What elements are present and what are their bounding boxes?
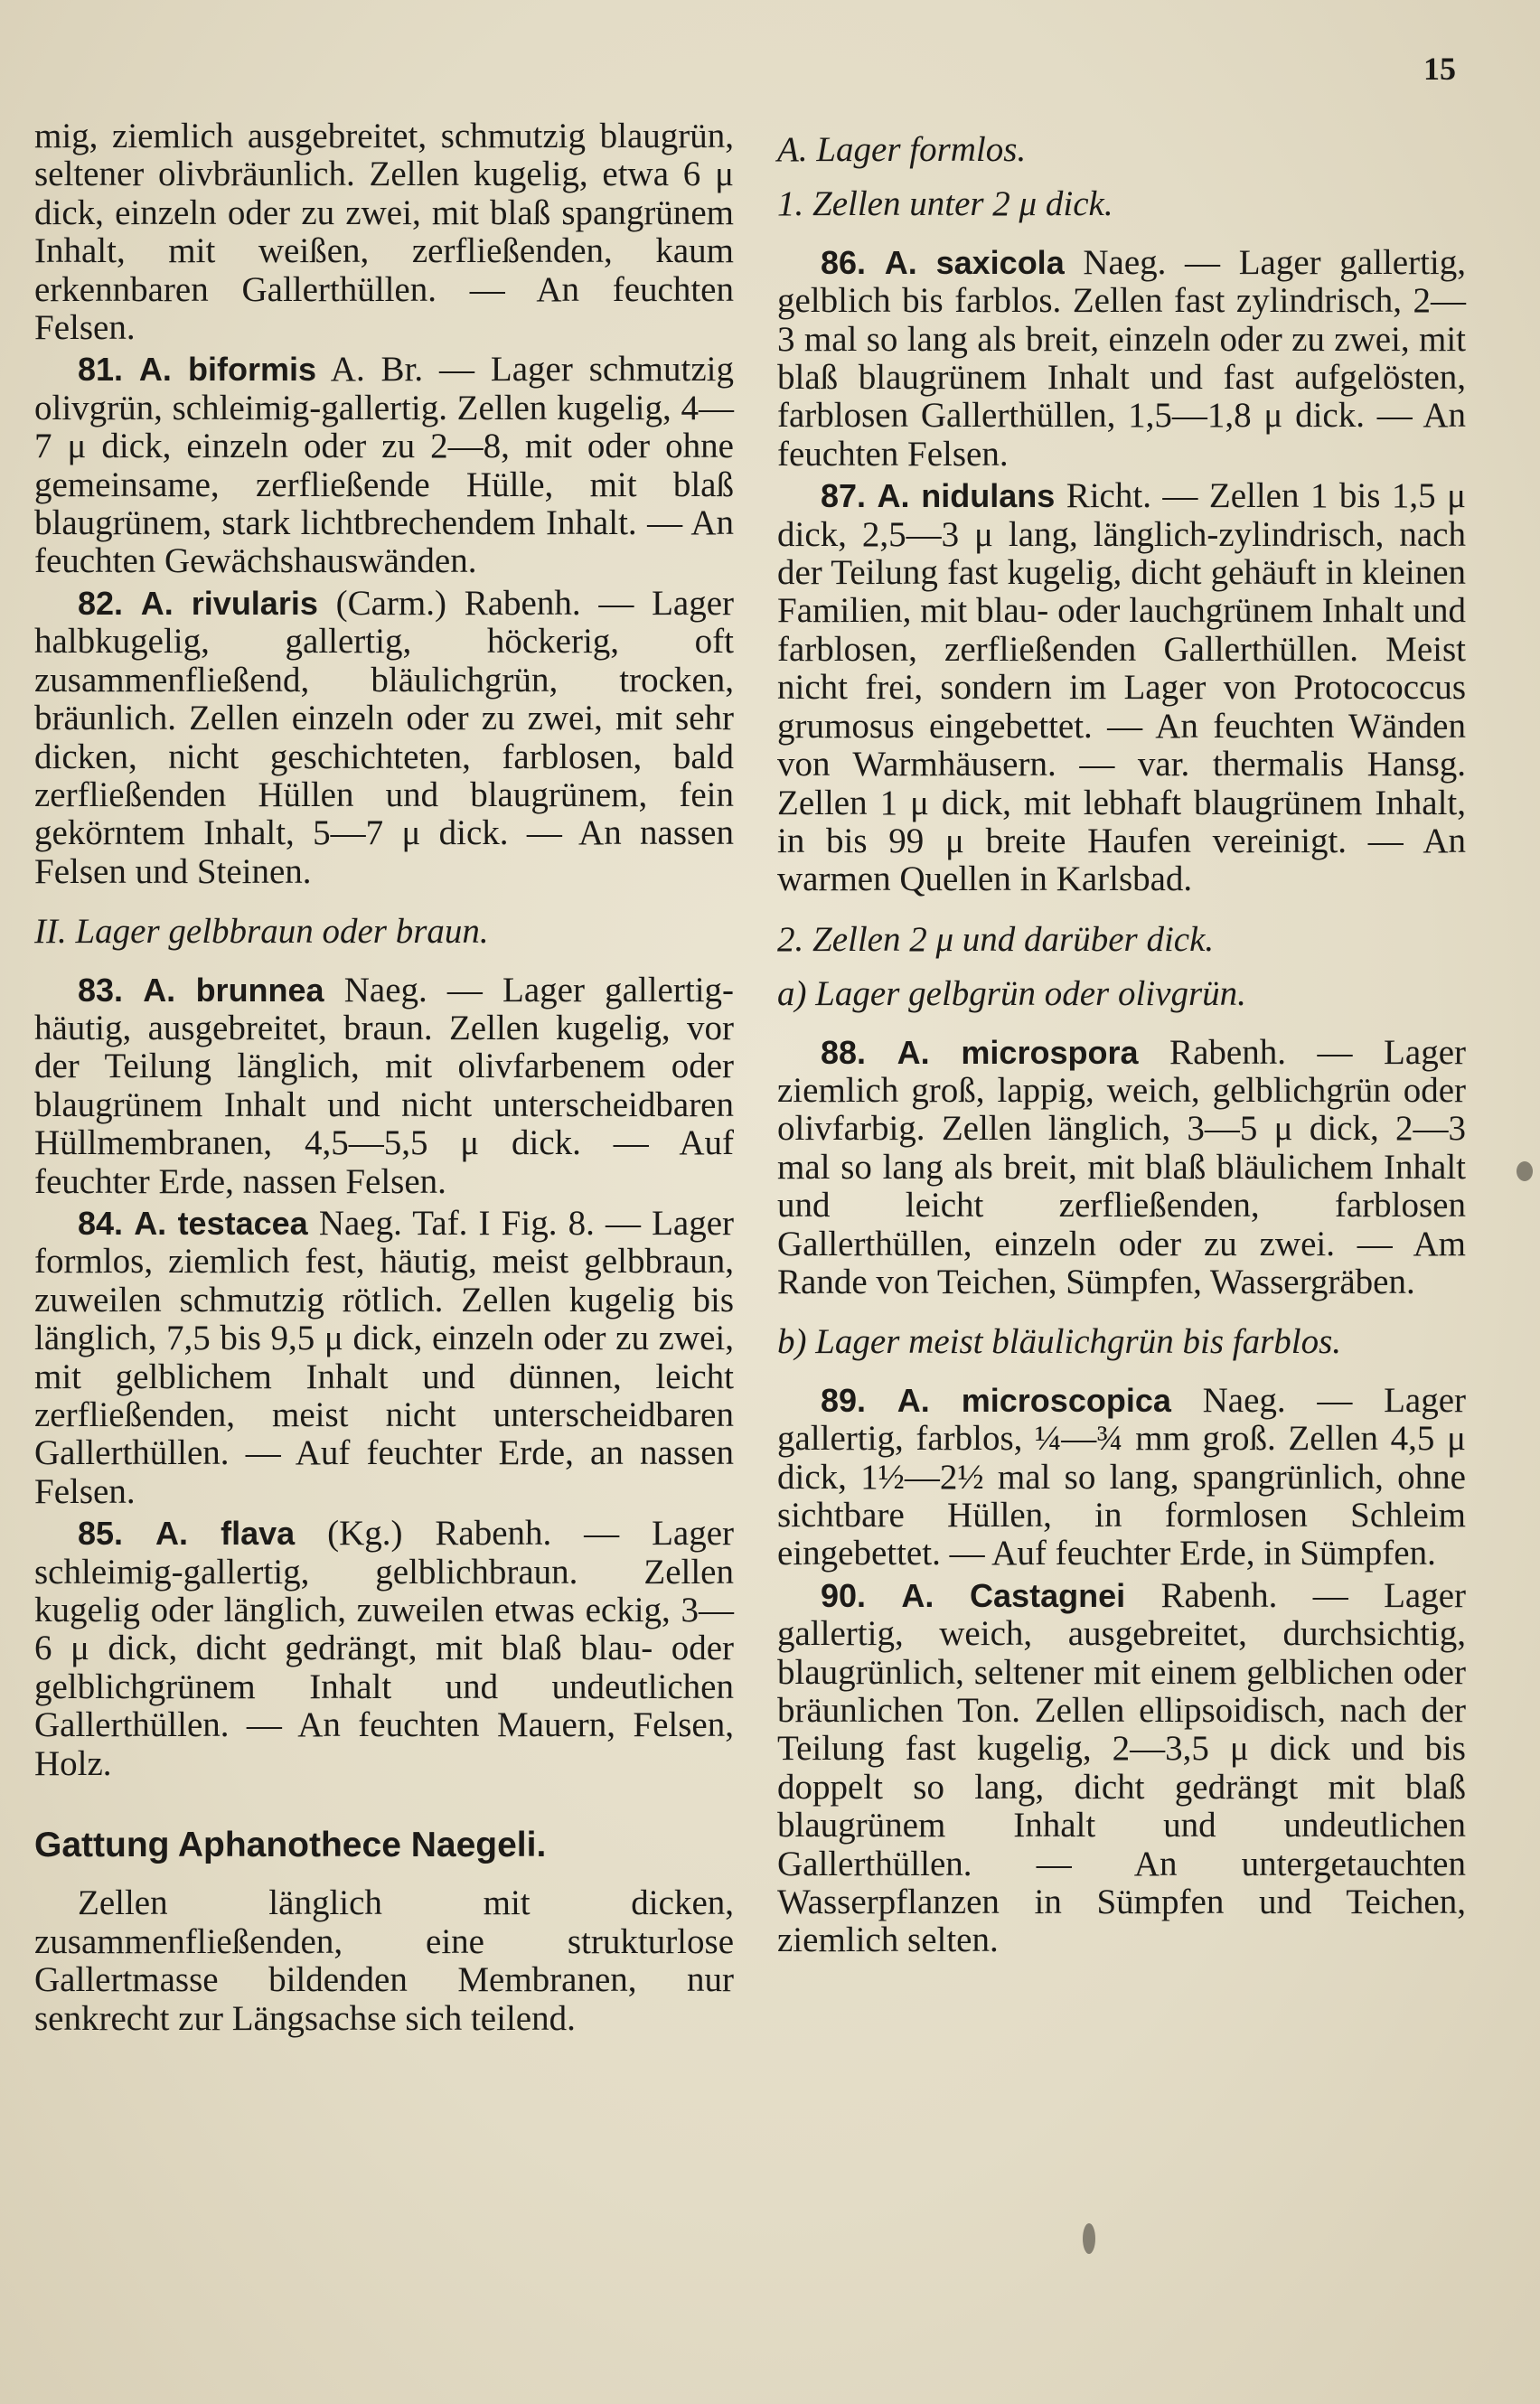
entry-number: 88. [821,1033,867,1071]
genus-description: Zellen länglich mit dicken, zusammenfließenden, eine strukturlose Gallertmasse bildenden Membranen, nur senkrecht zur Längsachse sich teilend. [34,1883,734,2038]
species-entry-86 [777,244,1466,474]
species-name: A. flava [155,1515,296,1553]
species-entry-81 [34,351,734,580]
species-description: Naeg. — Lager gallertig, farblos, ¼—¾ mm groß. Zellen 4,5 μ dick, 1½—2½ mal so lang, spangrünlich, ohne sichtbare Hüllen, in formlosen Schleim eingebettet. — Auf feuchter Erde, in Sümpfen. [777,1380,1467,1573]
section-heading-ii: II. Lager gelbbraun oder braun. [34,912,489,952]
entry-number: 87. [821,477,867,515]
species-description: (Carm.) Rabenh. — Lager halbkugelig, gallertig, höckerig, oft zusammenfließend, bläulichgrün, trocken, bräunlich. Zellen einzeln oder zu zwei, mit sehr dicken, nicht geschichteten, farblosen, bald zerfließenden Hüllen und blaugrünem, fein gekörntem Inhalt, 5—7 μ dick. — An nassen Felsen und Steinen. [34,583,735,891]
entry-number: 81. [78,351,124,389]
species-entry-87 [777,477,1466,898]
species-name: A. testacea [134,1204,308,1242]
species-description: (Kg.) Rabenh. — Lager schleimig-gallertig, gelblichbraun. Zellen kugelig oder länglich, zuweilen etwas eckig, 3—6 μ dick, dicht gedrängt, mit blaß blau- oder gelblichgrünem Inhalt und undeutlichen Gallerthüllen. — An feuchten Mauern, Felsen, Holz. [34,1514,734,1783]
print-speck [1083,2223,1095,2254]
section-heading-a: A. Lager formlos. [777,130,1027,169]
entry-number: 89. [821,1381,867,1419]
right-column [777,117,1466,1960]
species-description: Naeg. Taf. I Fig. 8. — Lager formlos, ziemlich fest, häutig, meist gelbbraun, zuweilen schmutzig rötlich. Zellen kugelig bis länglich, 7,5 bis 9,5 μ dick, einzeln oder zu zwei, mit gelblichem Inhalt und dünnen, leicht zerfließenden, meist nicht unterscheidbaren Gallerthüllen. — Auf feuchter Erde, an nassen Felsen. [34,1203,735,1511]
species-name: A. microspora [897,1033,1139,1071]
species-description: A. Br. — Lager schmutzig olivgrün, schleimig-gallertig. Zellen kugelig, 4—7 μ dick, einzeln oder zu 2—8, mit oder ohne gemeinsame, zerfließende Hülle, mit blaß blaugrünem, stark lichtbrechendem Inhalt. — An feuchten Gewächshauswänden. [34,350,734,581]
species-name: A. microscopica [897,1381,1171,1419]
species-entry-84 [34,1205,734,1511]
species-entry-85 [34,1515,734,1783]
species-description: Rabenh. — Lager gallertig, weich, ausgebreitet, durchsichtig, blaugrünlich, seltener mit einem gelblichen oder bräunlichen Ton. Zellen ellipsoidisch, nach der Teilung fast kugelig, 2—3,5 μ dick und bis doppelt so lang, dicht gedrängt mit blaß blaugrünem Inhalt und undeutlichen Gallerthüllen. — An untergetauchten Wasserpflanzen in Sümpfen und Teichen, ziemlich selten. [777,1575,1466,1960]
species-entry-88 [777,1034,1466,1302]
section-heading-2: 2. Zellen 2 μ und darüber dick. [777,919,1215,959]
species-entry-82 [34,585,734,891]
entry-number: 85. [78,1515,124,1553]
entry-number: 84. [78,1204,124,1242]
species-entry-89 [777,1382,1466,1573]
species-name: A. Castagnei [901,1576,1126,1614]
species-name: A. saxicola [884,243,1065,281]
entry-number: 90. [821,1576,867,1614]
genus-heading: Gattung Aphanothece Naegeli. [34,1826,547,1865]
entry-number: 82. [78,584,124,622]
section-heading-2b: b) Lager meist bläulichgrün bis farblos. [777,1322,1342,1362]
left-column [34,117,734,2038]
species-entry-83 [34,972,734,1201]
page-number: 15 [1423,51,1456,87]
section-heading-1: 1. Zellen unter 2 μ dick. [777,184,1113,224]
entry-number: 86. [821,243,867,281]
continued-paragraph: mig, ziemlich ausgebreitet, schmutzig blaugrün, seltener olivbräunlich. Zellen kugelig, etwa 6 μ dick, einzeln oder zu zwei, mit blaß spangrünem Inhalt, mit weißen, zerfließenden, kaum erkennbaren Gallerthüllen. — An feuchten Felsen. [34,117,734,348]
species-name: A. brunnea [143,971,324,1009]
species-description: Naeg. — Lager gallertig, gelblich bis farblos. Zellen fast zylindrisch, 2—3 mal so lang als breit, einzeln oder zu zwei, mit blaß blaugrünem Inhalt und fast aufgelösten, farblosen Gallerthüllen, 1,5—1,8 μ dick. — An feuchten Felsen. [777,242,1466,474]
section-heading-2a: a) Lager gelbgrün oder olivgrün. [777,974,1246,1014]
species-name: A. biformis [138,351,317,389]
entry-number: 83. [78,971,124,1009]
species-name: A. nidulans [877,477,1056,515]
species-description: Richt. — Zellen 1 bis 1,5 μ dick, 2,5—3 μ lang, länglich-zylindrisch, nach der Teilung fast kugelig, dicht gehäuft in kleinen Familien, mit blau- oder lauchgrünem Inhalt und farblosen, zerfließenden Gallerthüllen. Meist nicht frei, sondern im Lager von Protococcus grumosus eingebettet. — An feuchten Wänden von Warmhäusern. — var. thermalis Hansg. Zellen 1 μ dick, mit lebhaft blaugrünem Inhalt, in bis 99 μ breite Haufen vereinigt. — An warmen Quellen in Karlsbad. [777,476,1467,899]
print-speck [1517,1161,1533,1181]
species-description: Naeg. — Lager gallertig-häutig, ausgebreitet, braun. Zellen kugelig, vor der Teilung länglich, mit olivfarbenem oder blaugrünem Inhalt und nicht unterscheidbaren Hüllmembranen, 4,5—5,5 μ dick. — Auf feuchter Erde, nassen Felsen. [34,970,735,1201]
species-name: A. rivularis [140,584,318,622]
species-description: Rabenh. — Lager ziemlich groß, lappig, weich, gelblichgrün oder olivfarbig. Zellen länglich, 3—5 μ dick, 2—3 mal so lang als breit, mit blaß bläulichem Inhalt und leicht zerfließenden, farblosen Gallerthüllen, einzeln oder zu zwei. — Am Rande von Teichen, Sümpfen, Wassergräben. [777,1032,1466,1301]
species-entry-90 [777,1577,1466,1960]
